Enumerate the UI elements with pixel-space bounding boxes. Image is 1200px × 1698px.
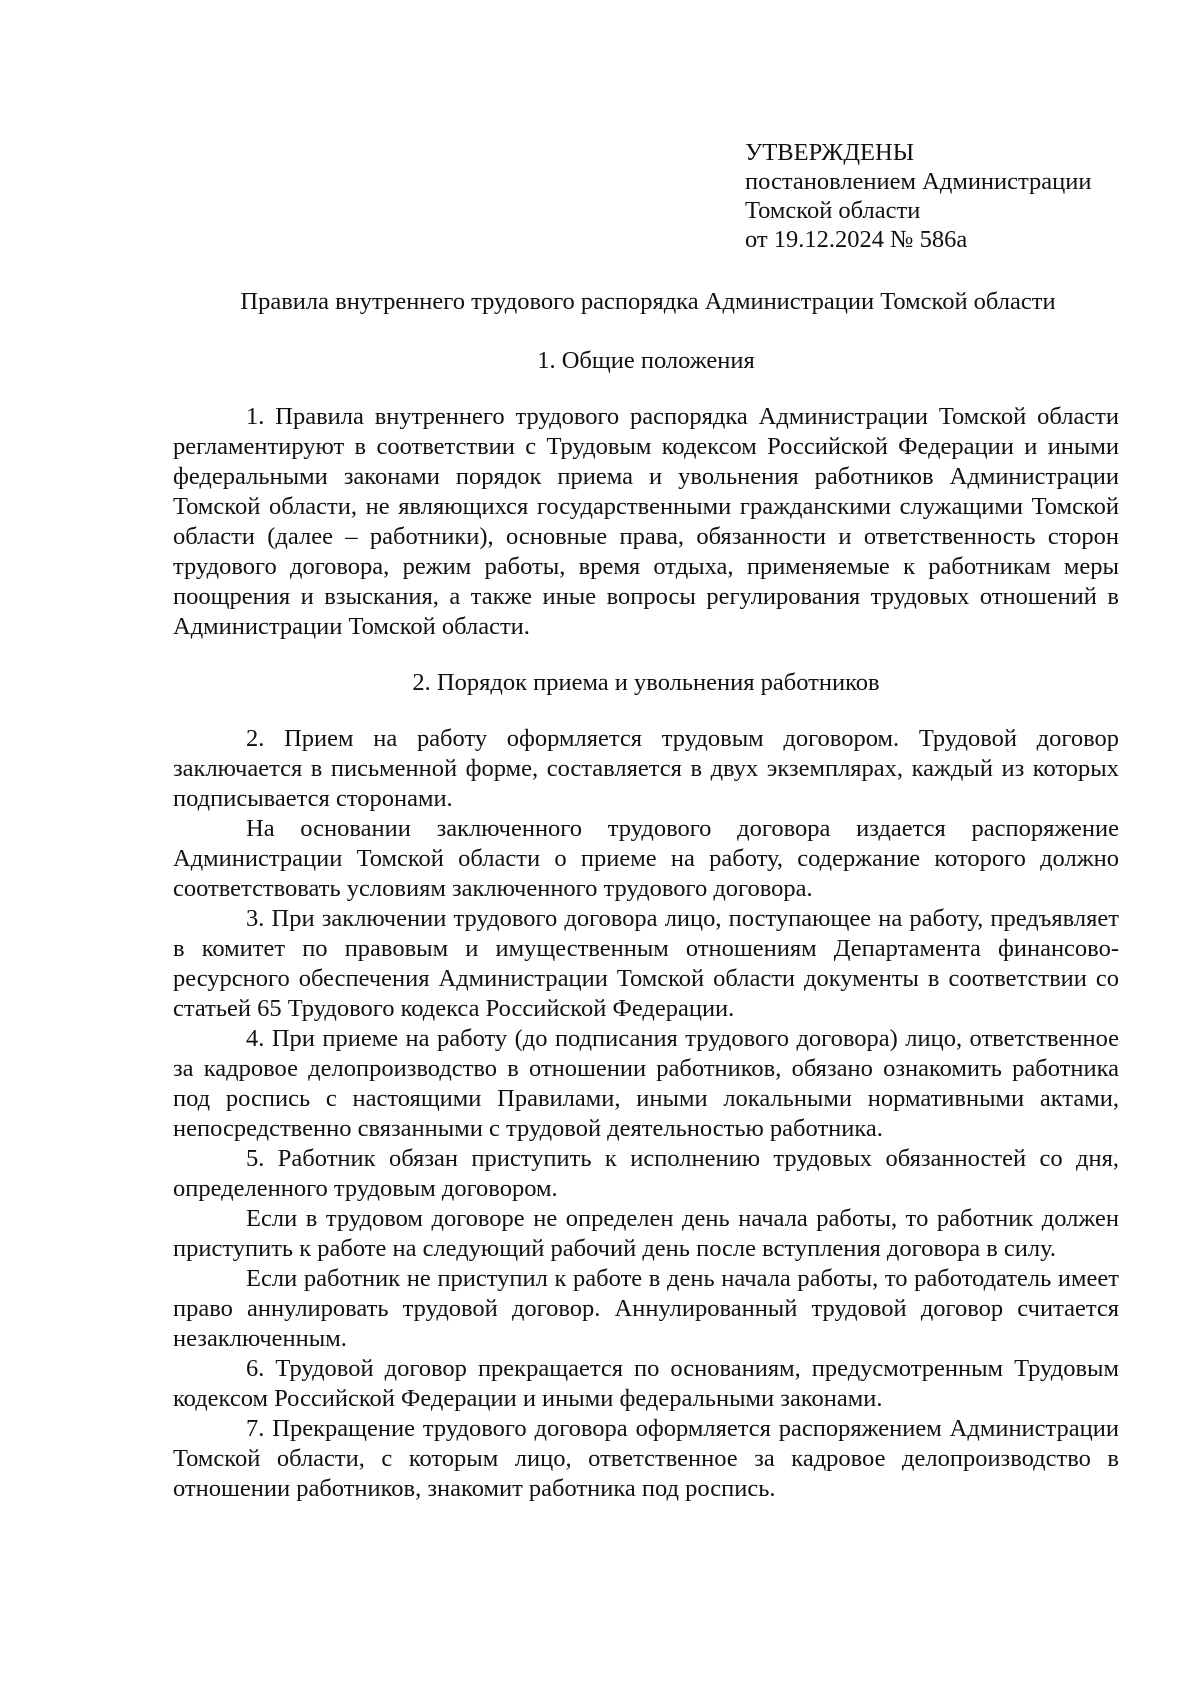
approval-line-1: постановлением Администрации [745, 168, 1092, 195]
paragraph: На основании заключенного трудового договора издается распоряжение Администрации Томской области о приеме на работу, содержание которого должно соответствовать условиям заключенного трудового договора. [173, 815, 1119, 902]
paragraph: Если работник не приступил к работе в день начала работы, то работодатель имеет право аннулировать трудовой договор. Аннулированный трудовой договор считается незаключенным. [173, 1265, 1119, 1352]
paragraph: 6. Трудовой договор прекращается по основаниям, предусмотренным Трудовым кодексом Российской Федерации и иными федеральными законами. [173, 1355, 1119, 1412]
approval-date-number: от 19.12.2024 № 586а [745, 226, 968, 253]
paragraph: 1. Правила внутреннего трудового распорядка Администрации Томской области регламентируют в соответствии с Трудовым кодексом Российской Федерации и иными федеральными законами порядок приема и увольнения работников Администрации Томской области, не являющихся государственными гражданскими служащими Томской области (далее – работники), основные права, обязанности и ответственность сторон трудового договора, режим работы, время отдыха, применяемые к работникам меры поощрения и взыскания, а также иные вопросы регулирования трудовых отношений в Администрации Томской области. [173, 403, 1119, 640]
document-body [173, 346, 1119, 1504]
paragraph: 7. Прекращение трудового договора оформляется распоряжением Администрации Томской области, с которым лицо, ответственное за кадровое делопроизводство в отношении работников, знакомит работника под роспись. [173, 1415, 1119, 1502]
paragraph: 3. При заключении трудового договора лицо, поступающее на работу, предъявляет в комитет по правовым и имущественным отношениям Департамента финансово-ресурсного обеспечения Администрации Томской области документы в соответствии со статьей 65 Трудового кодекса Российской Федерации. [173, 905, 1119, 1022]
paragraph: 4. При приеме на работу (до подписания трудового договора) лицо, ответственное за кадровое делопроизводство в отношении работников, обязано ознакомить работника под роспись с настоящими Правилами, иными локальными нормативными актами, непосредственно связанными с трудовой деятельностью работника. [173, 1025, 1119, 1142]
paragraph: 2. Прием на работу оформляется трудовым договором. Трудовой договор заключается в письменной форме, составляется в двух экземплярах, каждый из которых подписывается сторонами. [173, 725, 1119, 812]
paragraph: Если в трудовом договоре не определен день начала работы, то работник должен приступить к работе на следующий рабочий день после вступления договора в силу. [173, 1205, 1119, 1262]
section-heading-general: 1. Общие положения [537, 347, 755, 374]
approval-stamp [745, 138, 1165, 254]
approval-title: УТВЕРЖДЕНЫ [745, 139, 915, 166]
section-heading-hiring: 2. Порядок приема и увольнения работников [412, 669, 880, 696]
document-title: Правила внутреннего трудового распорядка Администрации Томской области [240, 288, 1056, 315]
approval-line-2: Томской области [745, 197, 921, 224]
paragraph: 5. Работник обязан приступить к исполнению трудовых обязанностей со дня, определенного трудовым договором. [173, 1145, 1119, 1202]
